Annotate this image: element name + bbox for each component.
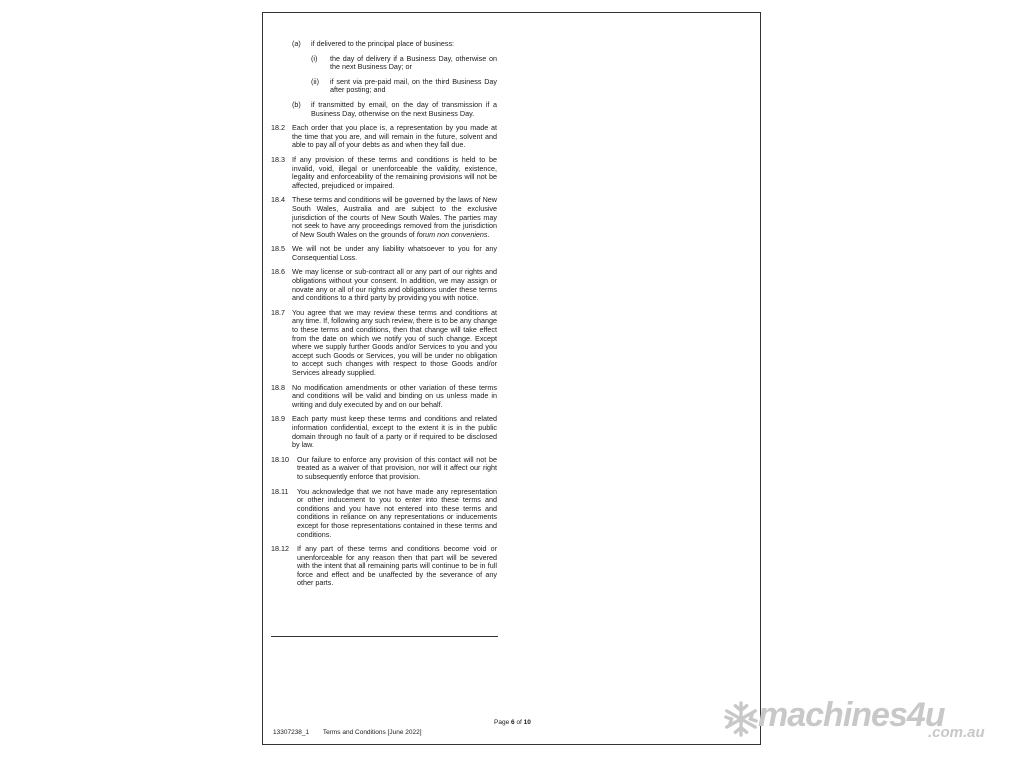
clause-a-ii xyxy=(271,78,497,95)
document-footer xyxy=(273,729,434,736)
clause-text: You agree that we may review these terms and conditions at any time. If, following any such review, there is to be any change to these terms and conditions, then that change will take effect from the date on which we notify you of such change. Except where we supply further Goods and/or Services to you and you accept such Goods or Services, you will be under no obligation to accept such changes with respect to those Goods and/or Services already supplied. xyxy=(292,307,497,377)
clause-18-4 xyxy=(271,196,497,239)
clause-18-7 xyxy=(271,309,497,378)
footer-doc-title: Terms and Conditions [June 2022] xyxy=(322,729,422,736)
clause-text: the day of delivery if a Business Day, otherwise on the next Business Day; or xyxy=(330,53,497,72)
clause-text-main: These terms and conditions will be governed by the laws of New South Wales, Australia and are subject to the exclusive jurisdiction of the courts of New South Wales. The parties may not seek to have any proceedings removed from the jurisdiction of New South Wales on the grounds of xyxy=(292,195,497,239)
watermark-domain: .com.au xyxy=(928,724,985,741)
clause-text: We may license or sub-contract all or any part of our rights and obligations without your consent. In addition, we may assign or novate any or all of our rights and obligations under these terms and conditions to a third party by providing you with notice. xyxy=(292,267,497,303)
clause-text: Our failure to enforce any provision of this contact will not be treated as a waiver of that provision, nor will it affect our right to subsequently enforce that provision. xyxy=(297,454,497,481)
clause-text: Each party must keep these terms and conditions and related information confidential, except to the extent it is in the public domain through no fault of a party or if required to be disclosed by law. xyxy=(292,414,497,450)
clause-text: If any part of these terms and conditions become void or unenforceable for any reason then that part will be severed with the intent that all remaining parts will continue to be in full force and effect and be unaffected by the severance of any other parts. xyxy=(297,544,497,588)
clause-number: 18.3 xyxy=(271,154,285,164)
page-total: 10 xyxy=(523,719,531,726)
footer-doc-id: 13307238_1 xyxy=(273,729,310,736)
page-number xyxy=(494,719,531,726)
clause-text: if transmitted by email, on the day of transmission if a Business Day, otherwise on the next Business Day. xyxy=(311,99,497,118)
clause-18-9 xyxy=(271,415,497,449)
clause-number: 18.2 xyxy=(271,123,285,133)
clause-a-i xyxy=(271,55,497,72)
clause-number: 18.5 xyxy=(271,244,285,254)
horizontal-divider xyxy=(271,636,498,637)
clause-number: 18.12 xyxy=(271,544,289,554)
clause-text: If any provision of these terms and conditions is held to be invalid, void, illegal or unenforceable the validity, existence, legality and enforceability of the remaining provisions will not be affected, prejudiced or impaired. xyxy=(292,154,497,190)
clause-18-3 xyxy=(271,156,497,190)
clause-text: You acknowledge that we not have made any representation or other inducement to you to enter into these terms and conditions and you have not entered into these terms and conditions in reliance on any representations or inducements except for those representations contained in these terms and conditions. xyxy=(297,486,497,539)
clause-text: No modification amendments or other variation of these terms and conditions will be valid and binding on us unless made in writing and duly executed by and on our behalf. xyxy=(292,382,497,409)
clause-18-6 xyxy=(271,268,497,302)
clause-text: We will not be under any liability whatsoever to you for any Consequential Loss. xyxy=(292,244,497,262)
clause-18-5 xyxy=(271,245,497,262)
page-of: of xyxy=(516,719,522,726)
clause-18-12 xyxy=(271,545,497,588)
clause-number: 18.9 xyxy=(271,414,285,424)
document-page xyxy=(262,12,761,745)
clause-18-2 xyxy=(271,124,497,150)
clause-18-8 xyxy=(271,384,497,410)
clause-text: if sent via pre-paid mail, on the third Business Day after posting; and xyxy=(330,76,497,95)
clause-number: 18.4 xyxy=(271,195,285,205)
clause-text: if delivered to the principal place of business: xyxy=(311,39,455,48)
clause-number: 18.7 xyxy=(271,307,285,317)
clause-text xyxy=(292,196,497,239)
clause-number: (a) xyxy=(292,39,301,48)
clause-number: 18.6 xyxy=(271,267,285,277)
clause-number: (b) xyxy=(292,99,301,109)
document-body xyxy=(271,40,497,594)
machines4u-watermark xyxy=(722,698,987,743)
clause-text-italic: forum non conveniens xyxy=(416,229,488,239)
clause-number: (i) xyxy=(311,53,318,63)
clause-18-11 xyxy=(271,488,497,540)
clause-text: Each order that you place is, a representation by you made at the time that you are, and will remain in the future, solvent and able to pay all of your debts as and when they fall due. xyxy=(292,123,497,150)
clause-text-end: . xyxy=(487,229,490,239)
page-current: 6 xyxy=(511,719,515,726)
clause-a xyxy=(271,40,497,49)
watermark-brand: machines4u xyxy=(758,696,945,734)
clause-number: (ii) xyxy=(311,76,319,86)
snowflake-icon xyxy=(722,700,760,738)
clause-18-10 xyxy=(271,456,497,482)
clause-number: 18.10 xyxy=(271,454,289,464)
clause-number: 18.8 xyxy=(271,382,285,392)
page-prefix: Page xyxy=(494,719,510,726)
clause-b xyxy=(271,101,497,118)
clause-number: 18.11 xyxy=(271,486,289,496)
